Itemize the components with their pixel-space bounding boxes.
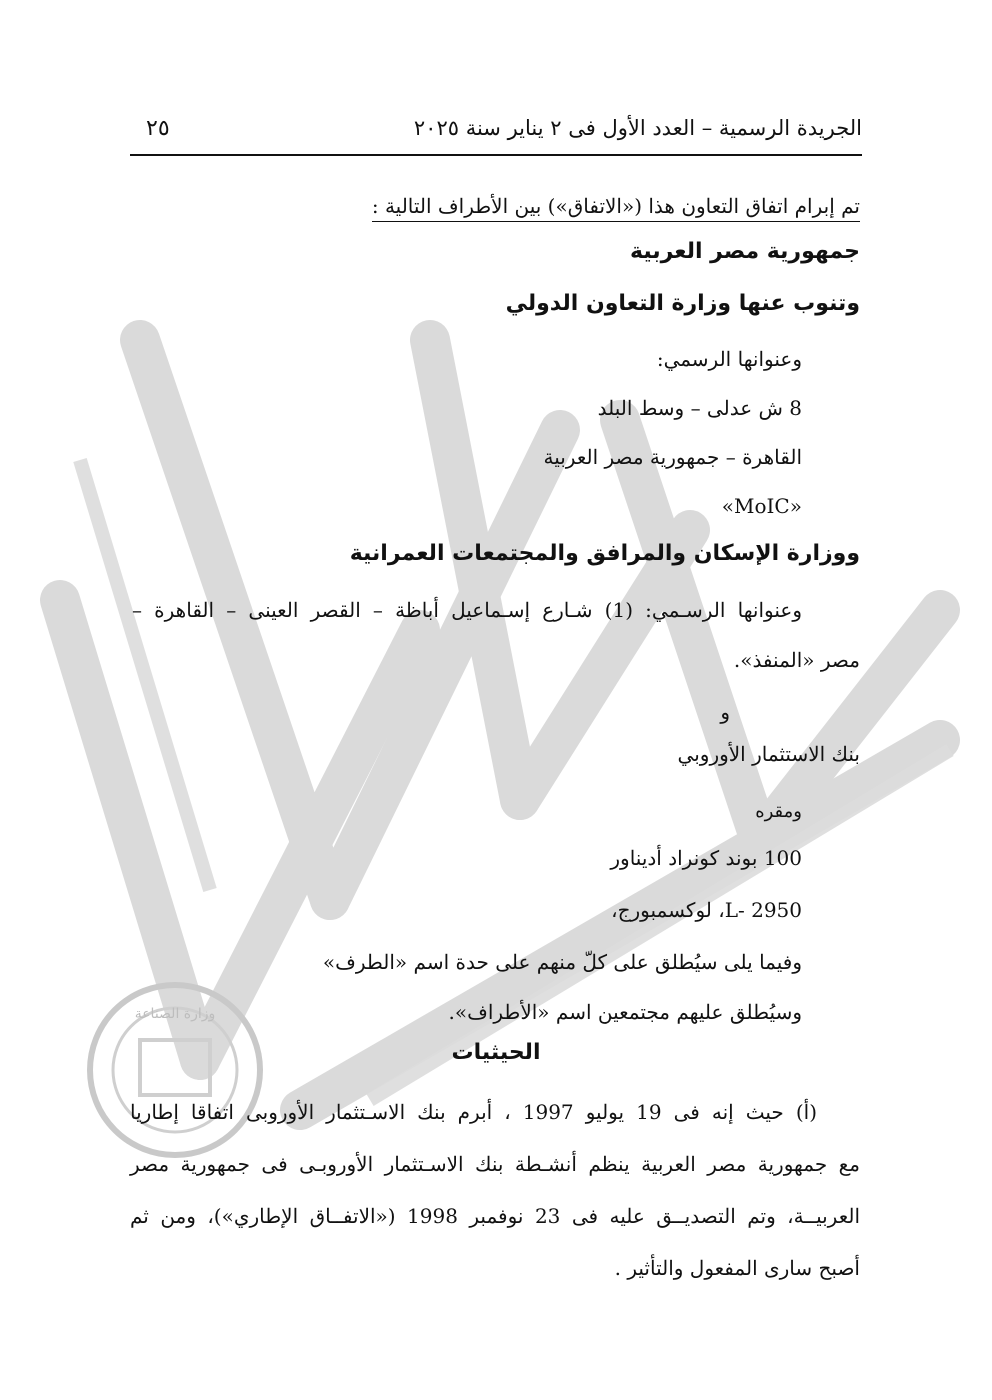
party1-abbreviation: «MoIC»	[721, 494, 802, 518]
recital-a-line3: العربيــة، وتم التصديــق عليه فى 23 نوفمبر 1998 («الاتفــاق الإطاري»)، ومن ثم	[130, 1204, 860, 1228]
page-header	[130, 112, 862, 152]
party3-hq-label: ومقره	[755, 801, 802, 822]
party3-name: بنك الاستثمار الأوروبي	[677, 742, 860, 766]
party1-address-line1: 8 ش عدلى – وسط البلد	[597, 396, 802, 420]
recital-a-line4: أصبح سارى المفعول والتأثير .	[614, 1256, 860, 1280]
page-number: ٢٥	[146, 116, 170, 141]
party-term-definition: وفيما يلى سيُطلق على كلّ منهم على حدة اسم «الطرف»	[322, 950, 802, 974]
conjunction-and: و	[720, 700, 730, 724]
parties-term-definition: وسيُطلق عليهم مجتمعين اسم «الأطراف».	[448, 1000, 802, 1024]
gazette-title: الجريدة الرسمية – العدد الأول فى ٢ يناير سنة ٢٠٢٥	[413, 116, 862, 140]
intro-text: تم إبرام اتفاق التعاون هذا («الاتفاق») بين الأطراف التالية :	[372, 192, 860, 220]
party3-address-line2: L- 2950، لوكسمبورج،	[611, 898, 802, 922]
party1-name: جمهورية مصر العربية	[630, 239, 860, 264]
svg-text:وزارة الصناعة: وزارة الصناعة	[134, 1006, 216, 1022]
party2-address-line2: مصر «المنفذ».	[733, 648, 860, 672]
party3-address-line1: 100 بوند كونراد أديناور	[610, 846, 802, 870]
header-divider	[130, 154, 862, 156]
party1-representative: وتنوب عنها وزارة التعاون الدولي	[505, 291, 860, 316]
recital-a-line2: مع جمهورية مصر العربية ينظم أنشـطة بنك الاسـتثمار الأوروبـى فى جمهورية مصر	[130, 1152, 860, 1176]
party1-address-line2: القاهرة – جمهورية مصر العربية	[543, 445, 802, 469]
party2-name: ووزارة الإسكان والمرافق والمجتمعات العمرانية	[349, 541, 860, 566]
party2-address-line1: وعنوانها الرسـمي: (1) شـارع إسـماعيل أباظة – القصر العينى – القاهرة –	[132, 598, 802, 622]
recitals-heading: الحيثيات	[451, 1040, 541, 1065]
party1-address-label: وعنوانها الرسمي:	[656, 347, 802, 371]
recital-a-line1: (أ) حيث إنه فى 19 يوليو 1997 ، أبرم بنك الاسـتثمار الأوروبى اتفاقا إطاريا	[130, 1100, 817, 1124]
